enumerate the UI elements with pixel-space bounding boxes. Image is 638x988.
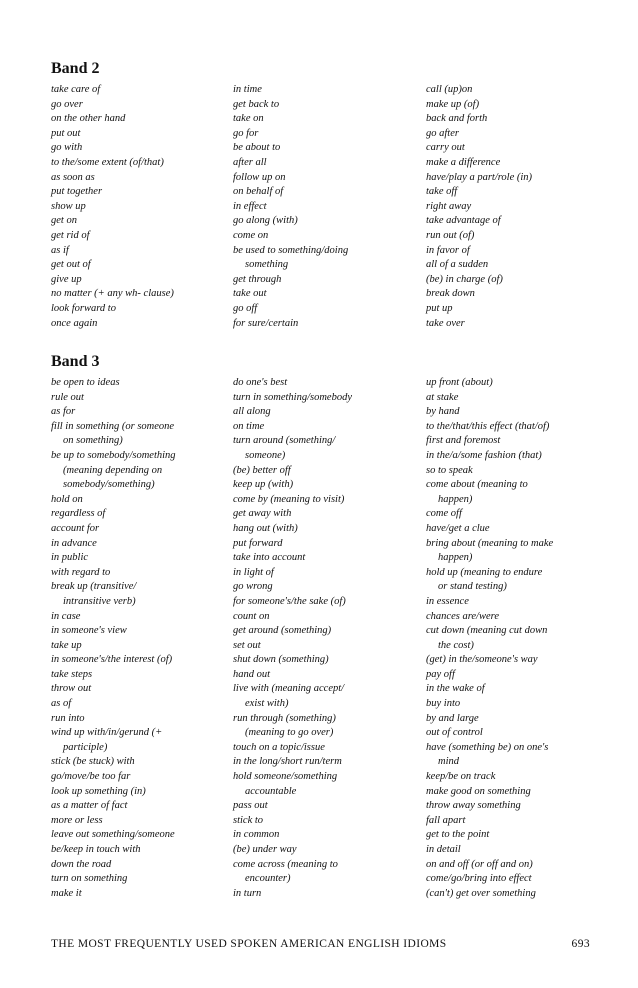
- idiom-entry: or stand testing): [438, 581, 507, 593]
- idiom-entry: shut down (something): [233, 654, 329, 666]
- idiom-entry: come about (meaning to: [426, 479, 528, 491]
- idiom-entry: cut down (meaning cut down: [426, 625, 548, 637]
- idiom-entry: hold on: [51, 493, 83, 505]
- idiom-entry: down the road: [51, 858, 112, 870]
- idiom-entry: (meaning to go over): [245, 727, 334, 739]
- idiom-entry: come on: [233, 229, 269, 241]
- idiom-entry: in advance: [51, 537, 97, 549]
- idiom-entry: after all: [233, 156, 267, 168]
- idiom-entry: rule out: [51, 391, 84, 403]
- idiom-entry: put forward: [233, 537, 283, 549]
- idiom-entry: turn around (something/: [233, 435, 336, 447]
- idiom-entry: regardless of: [51, 508, 106, 520]
- idiom-entry: the cost): [438, 639, 474, 651]
- idiom-entry: (meaning depending on: [63, 464, 163, 476]
- idiom-entry: throw away something: [426, 800, 521, 812]
- idiom-entry: at stake: [426, 391, 459, 403]
- idiom-entry: with regard to: [51, 566, 111, 578]
- idiom-entry: pay off: [426, 668, 455, 680]
- idiom-entry: live with (meaning accept/: [233, 683, 345, 695]
- idiom-entry: as if: [51, 244, 69, 256]
- idiom-entry: out of control: [426, 727, 483, 739]
- idiom-entry: go along (with): [233, 215, 298, 227]
- idiom-entry: go over: [51, 98, 83, 110]
- idiom-entry: first and foremost: [426, 435, 501, 447]
- idiom-entry: make it: [51, 887, 82, 899]
- idiom-entry: happen): [438, 493, 473, 505]
- band-2-heading: Band 2: [51, 60, 100, 77]
- idiom-entry: make a difference: [426, 156, 501, 168]
- idiom-entry: take over: [426, 317, 465, 329]
- idiom-entry: take on: [233, 113, 264, 125]
- idiom-entry: follow up on: [233, 171, 286, 183]
- idiom-entry: throw out: [51, 683, 92, 695]
- idiom-entry: have (something be) on one's: [426, 741, 549, 753]
- idiom-entry: set out: [233, 639, 261, 651]
- idiom-entry: keep up (with): [233, 479, 294, 491]
- idiom-entry: once again: [51, 317, 98, 329]
- idiom-entry: look up something (in): [51, 785, 146, 797]
- idiom-entry: in turn: [233, 887, 262, 899]
- idiom-entry: all along: [233, 406, 271, 418]
- idiom-entry: so to speak: [426, 464, 473, 476]
- idiom-entry: break down: [426, 288, 475, 300]
- idiom-entry: go with: [51, 142, 83, 154]
- idiom-entry: take up: [51, 639, 82, 651]
- idiom-entry: in the long/short run/term: [233, 756, 342, 768]
- idiom-entry: be up to somebody/something: [51, 449, 176, 461]
- idiom-entry: as a matter of fact: [51, 800, 128, 812]
- idiom-entry: as of: [51, 698, 72, 710]
- idiom-entry: be used to something/doing: [233, 244, 349, 256]
- band-3-column-2: [233, 376, 411, 901]
- idiom-entry: pass out: [233, 800, 268, 812]
- idiom-entry: on behalf of: [233, 186, 284, 198]
- idiom-entry: go/move/be too far: [51, 771, 131, 783]
- idiom-entry: take advantage of: [426, 215, 501, 227]
- idiom-entry: look forward to: [51, 302, 116, 314]
- idiom-entry: stick (be stuck) with: [51, 756, 135, 768]
- idiom-entry: in someone's view: [51, 625, 127, 637]
- idiom-entry: make up (of): [426, 98, 480, 110]
- idiom-entry: carry out: [426, 142, 465, 154]
- idiom-entry: take out: [233, 288, 267, 300]
- idiom-entry: on time: [233, 420, 265, 432]
- idiom-entry: do one's best: [233, 377, 288, 388]
- idiom-entry: for someone's/the sake (of): [233, 595, 346, 607]
- idiom-entry: in common: [233, 829, 280, 841]
- idiom-entry: accountable: [245, 785, 297, 797]
- idiom-entry: in public: [51, 552, 89, 564]
- idiom-entry: run out (of): [426, 229, 475, 241]
- idiom-entry: buy into: [426, 698, 461, 710]
- idiom-entry: take into account: [233, 552, 306, 564]
- idiom-entry: run through (something): [233, 712, 336, 724]
- idiom-entry: have/get a clue: [426, 522, 490, 534]
- idiom-entry: exist with): [245, 698, 289, 710]
- idiom-entry: show up: [51, 200, 86, 212]
- idiom-entry: (can't) get over something: [426, 887, 536, 899]
- idiom-entry: mind: [438, 756, 459, 768]
- idiom-entry: take care of: [51, 84, 101, 95]
- idiom-entry: in detail: [426, 844, 461, 855]
- idiom-entry: something: [245, 259, 289, 271]
- idiom-entry: hang out (with): [233, 522, 298, 534]
- idiom-entry: take steps: [51, 668, 93, 680]
- idiom-entry: go off: [233, 302, 258, 314]
- idiom-entry: hand out: [233, 668, 271, 680]
- idiom-entry: turn on something: [51, 873, 128, 885]
- idiom-entry: by hand: [426, 406, 460, 418]
- idiom-entry: back and forth: [426, 113, 488, 125]
- idiom-entry: encounter): [245, 873, 291, 885]
- idiom-entry: make good on something: [426, 785, 531, 797]
- idiom-entry: get rid of: [51, 229, 90, 241]
- idiom-entry: chances are/were: [426, 610, 499, 622]
- idiom-entry: be open to ideas: [51, 377, 120, 388]
- idiom-entry: account for: [51, 522, 100, 534]
- idiom-entry: be about to: [233, 142, 281, 154]
- band-3-column-3: [426, 376, 604, 901]
- idiom-entry: up front (about): [426, 377, 493, 388]
- idiom-entry: by and large: [426, 712, 479, 724]
- idiom-entry: break up (transitive/: [51, 581, 137, 593]
- idiom-entry: somebody/something): [63, 479, 155, 491]
- idiom-entry: in case: [51, 610, 81, 622]
- idiom-entry: no matter (+ any wh- clause): [51, 288, 174, 300]
- running-footer-title: THE MOST FREQUENTLY USED SPOKEN AMERICAN ENGLISH IDIOMS: [51, 938, 447, 950]
- band-3-heading: Band 3: [51, 353, 100, 370]
- idiom-entry: get back to: [233, 98, 280, 110]
- idiom-entry: put together: [51, 186, 103, 198]
- idiom-entry: fall apart: [426, 814, 466, 826]
- idiom-entry: more or less: [51, 814, 103, 826]
- idiom-entry: call (up)on: [426, 84, 473, 95]
- idiom-entry: intransitive verb): [63, 595, 136, 607]
- band-2-column-1: [51, 83, 229, 331]
- idiom-entry: get to the point: [426, 829, 490, 841]
- idiom-entry: on and off (or off and on): [426, 858, 533, 870]
- idiom-entry: leave out something/someone: [51, 829, 175, 841]
- idiom-entry: stick to: [233, 814, 264, 826]
- idiom-entry: go for: [233, 127, 259, 139]
- idiom-entry: (be) in charge (of): [426, 273, 503, 285]
- idiom-entry: turn in something/somebody: [233, 391, 352, 403]
- idiom-entry: come by (meaning to visit): [233, 493, 345, 505]
- idiom-entry: get through: [233, 273, 282, 285]
- idiom-entry: touch on a topic/issue: [233, 741, 325, 753]
- idiom-entry: to the/that/this effect (that/of): [426, 420, 550, 432]
- idiom-entry: (be) better off: [233, 464, 291, 476]
- idiom-entry: in the/a/some fashion (that): [426, 449, 542, 461]
- page-footer: [51, 938, 590, 950]
- idiom-entry: in light of: [233, 566, 274, 578]
- idiom-entry: get on: [51, 215, 77, 227]
- idiom-entry: keep/be on track: [426, 771, 496, 783]
- idiom-entry: someone): [245, 449, 286, 461]
- idiom-entry: put up: [426, 302, 453, 314]
- idiom-entry: bring about (meaning to make: [426, 537, 554, 549]
- idiom-entry: get out of: [51, 259, 91, 271]
- idiom-entry: to the/some extent (of/that): [51, 156, 164, 168]
- idiom-entry: count on: [233, 610, 270, 622]
- idiom-entry: in someone's/the interest (of): [51, 654, 173, 666]
- idiom-entry: on something): [63, 435, 123, 447]
- idiom-entry: come/go/bring into effect: [426, 873, 532, 885]
- idiom-entry: on the other hand: [51, 113, 126, 125]
- idiom-entry: in time: [233, 84, 262, 95]
- idiom-entry: be/keep in touch with: [51, 844, 141, 855]
- idiom-entry: as for: [51, 406, 76, 418]
- idiom-entry: in essence: [426, 595, 469, 607]
- band-3-column-1: [51, 376, 229, 901]
- idiom-entry: hold someone/something: [233, 771, 338, 783]
- idiom-entry: (get) in the/someone's way: [426, 654, 538, 666]
- idiom-entry: run into: [51, 712, 85, 724]
- idiom-entry: participle): [63, 741, 108, 753]
- band-2-column-3: [426, 83, 604, 331]
- idiom-entry: for sure/certain: [233, 317, 299, 329]
- idiom-entry: as soon as: [51, 171, 95, 183]
- idiom-entry: come across (meaning to: [233, 858, 338, 870]
- idiom-entry: in the wake of: [426, 683, 485, 695]
- idiom-entry: happen): [438, 552, 473, 564]
- idiom-entry: (be) under way: [233, 844, 297, 855]
- idiom-entry: get away with: [233, 508, 292, 520]
- idiom-entry: go after: [426, 127, 459, 139]
- idiom-entry: take off: [426, 186, 458, 198]
- idiom-entry: all of a sudden: [426, 259, 489, 271]
- idiom-entry: in effect: [233, 200, 267, 212]
- idiom-entry: right away: [426, 200, 472, 212]
- idiom-entry: hold up (meaning to endure: [426, 566, 543, 578]
- idiom-entry: come off: [426, 508, 462, 520]
- idiom-entry: put out: [51, 127, 81, 139]
- band-2-column-2: [233, 83, 411, 331]
- idiom-entry: give up: [51, 273, 82, 285]
- idiom-entry: go wrong: [233, 581, 273, 593]
- idiom-entry: in favor of: [426, 244, 470, 256]
- page-number: 693: [571, 938, 590, 950]
- idiom-entry: wind up with/in/gerund (+: [51, 727, 163, 739]
- idiom-entry: have/play a part/role (in): [426, 171, 533, 183]
- idiom-entry: fill in something (or someone: [51, 420, 175, 432]
- idiom-entry: get around (something): [233, 625, 332, 637]
